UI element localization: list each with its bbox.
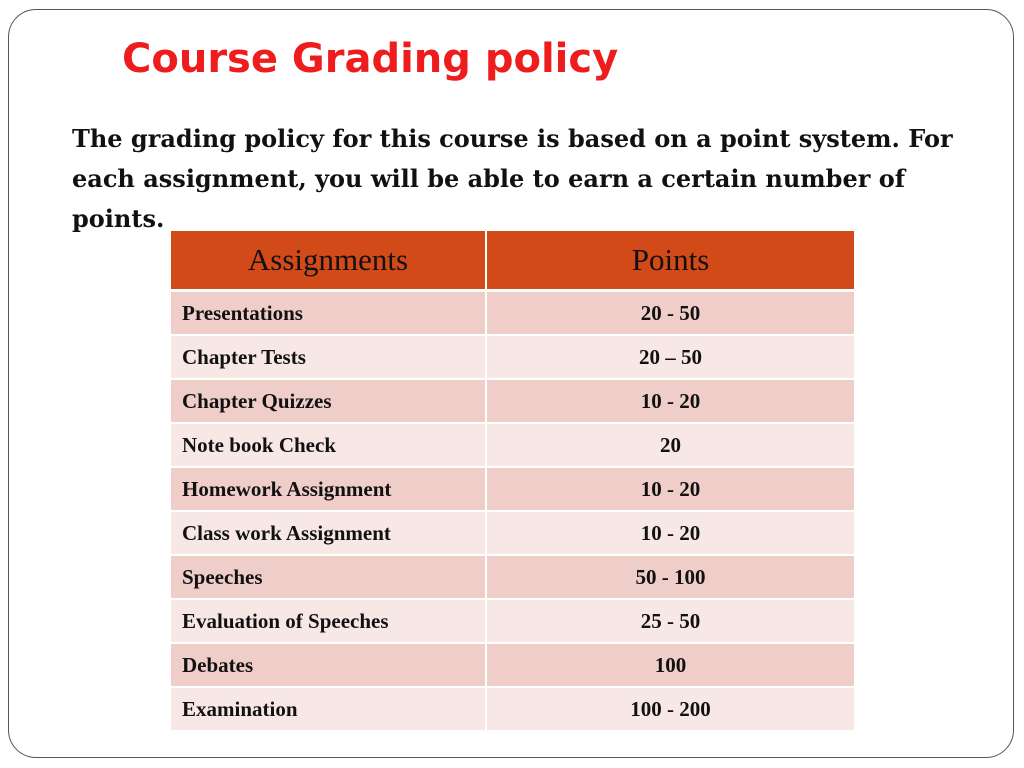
assignment-cell: Evaluation of Speeches — [171, 599, 486, 643]
assignment-cell: Presentations — [171, 291, 486, 336]
table-row — [171, 335, 854, 379]
points-cell: 10 - 20 — [486, 379, 854, 423]
points-cell: 25 - 50 — [486, 599, 854, 643]
assignment-cell: Debates — [171, 643, 486, 687]
table-row — [171, 291, 854, 336]
table-row — [171, 511, 854, 555]
points-cell: 10 - 20 — [486, 511, 854, 555]
intro-paragraph: The grading policy for this course is based on a point system. For each assignment, you will be able to earn a certain number of points. — [72, 124, 953, 233]
assignment-cell: Class work Assignment — [171, 511, 486, 555]
table-row — [171, 599, 854, 643]
table-row — [171, 467, 854, 511]
points-cell: 100 - 200 — [486, 687, 854, 731]
assignment-cell: Chapter Quizzes — [171, 379, 486, 423]
header-assignments: Assignments — [171, 231, 486, 291]
points-cell: 50 - 100 — [486, 555, 854, 599]
slide-frame — [8, 9, 1014, 758]
points-cell: 100 — [486, 643, 854, 687]
grading-table — [171, 231, 854, 732]
assignment-cell: Note book Check — [171, 423, 486, 467]
assignment-cell: Speeches — [171, 555, 486, 599]
points-cell: 20 — [486, 423, 854, 467]
table-row — [171, 687, 854, 731]
slide-title: Course Grading policy — [122, 36, 619, 82]
table-row — [171, 555, 854, 599]
table-header-row — [171, 231, 854, 291]
points-cell: 10 - 20 — [486, 467, 854, 511]
assignment-cell: Chapter Tests — [171, 335, 486, 379]
header-points: Points — [486, 231, 854, 291]
points-cell: 20 – 50 — [486, 335, 854, 379]
assignment-cell: Homework Assignment — [171, 467, 486, 511]
assignment-cell: Examination — [171, 687, 486, 731]
points-cell: 20 - 50 — [486, 291, 854, 336]
table-row — [171, 643, 854, 687]
table-row — [171, 423, 854, 467]
table-row — [171, 379, 854, 423]
